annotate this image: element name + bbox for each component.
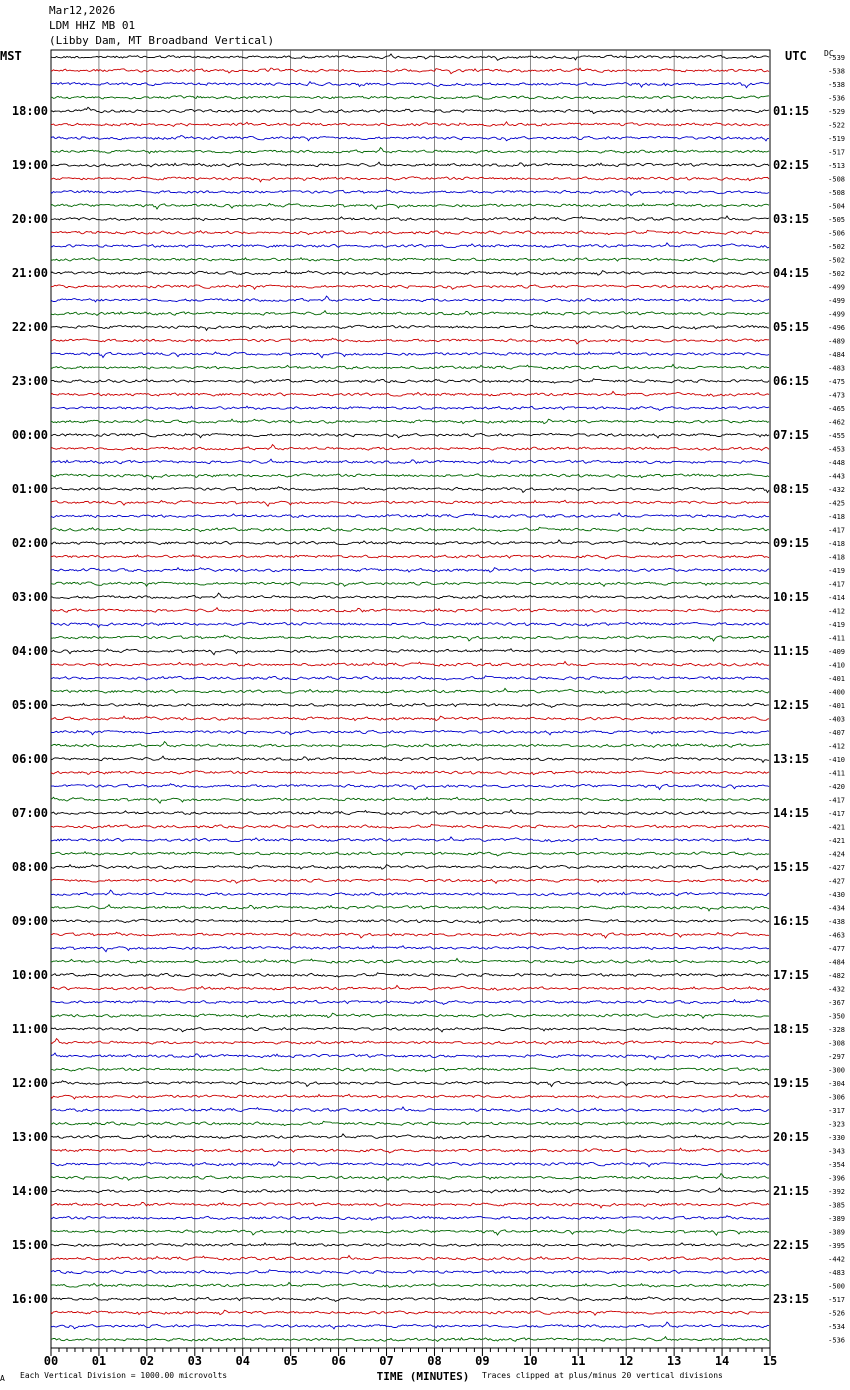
- trace-line: [51, 148, 769, 154]
- trace-offset-label: -417: [828, 580, 845, 589]
- x-tick-label: 09: [475, 1354, 490, 1368]
- right-hour-label: 22:15: [773, 1238, 810, 1252]
- trace-line: [51, 391, 769, 396]
- trace-offset-label: -462: [828, 418, 845, 427]
- right-hour-label: 11:15: [773, 644, 810, 658]
- trace-line: [51, 311, 769, 316]
- trace-offset-label: -417: [828, 796, 845, 805]
- trace-offset-label: -502: [828, 243, 845, 251]
- trace-offset-label: -442: [828, 1255, 845, 1264]
- trace-offset-label: -306: [828, 1093, 845, 1102]
- trace-offset-label: -343: [828, 1147, 845, 1156]
- right-hour-label: 15:15: [773, 860, 810, 874]
- trace-offset-label: -482: [828, 972, 845, 980]
- trace-line: [51, 1148, 769, 1153]
- trace-line: [51, 1202, 769, 1208]
- station-description: (Libby Dam, MT Broadband Vertical): [49, 34, 275, 47]
- trace-line: [51, 243, 769, 248]
- trace-offset-label: -396: [828, 1174, 845, 1183]
- trace-line: [51, 82, 769, 88]
- date-label: Mar12,2026: [49, 4, 116, 17]
- trace-line: [51, 136, 769, 141]
- trace-line: [51, 365, 769, 370]
- corner-mark: A: [0, 1374, 5, 1383]
- trace-line: [51, 203, 769, 209]
- right-hour-label: 20:15: [773, 1130, 810, 1144]
- trace-line: [51, 716, 769, 721]
- trace-offset-label: -308: [828, 1039, 845, 1048]
- right-hour-label: 03:15: [773, 212, 810, 226]
- trace-offset-label: -410: [828, 756, 845, 764]
- trace-offset-label: -506: [828, 229, 845, 238]
- clip-note: Traces clipped at plus/minus 20 vertical divisions: [482, 1371, 723, 1380]
- trace-offset-label: -418: [828, 553, 845, 562]
- trace-offset-label: -411: [828, 634, 845, 643]
- trace-line: [51, 1081, 769, 1087]
- left-hour-label: 23:00: [11, 374, 48, 388]
- trace-line: [51, 500, 769, 506]
- x-axis-title: TIME (MINUTES): [376, 1370, 470, 1383]
- trace-line: [51, 379, 769, 383]
- right-hour-label: 07:15: [773, 428, 810, 442]
- trace-offset-label: -400: [828, 688, 845, 697]
- right-timezone-label: UTC: [785, 49, 807, 63]
- trace-line: [51, 810, 769, 815]
- trace-offset-label: -483: [828, 364, 845, 373]
- trace-offset-label: -389: [828, 1215, 845, 1223]
- trace-offset-label: -465: [828, 405, 845, 413]
- right-hour-label: 05:15: [773, 320, 810, 334]
- trace-offset-label: -538: [828, 81, 845, 89]
- right-hour-label: 16:15: [773, 914, 810, 928]
- trace-line: [51, 487, 769, 493]
- left-hour-label: 07:00: [11, 806, 48, 820]
- trace-offset-label: -477: [828, 945, 845, 953]
- trace-line: [51, 162, 769, 167]
- trace-line: [51, 1039, 769, 1045]
- trace-line: [51, 635, 769, 641]
- left-hour-label: 14:00: [11, 1184, 48, 1198]
- right-hour-label: 18:15: [773, 1022, 810, 1036]
- trace-offset-label: -323: [828, 1120, 845, 1129]
- trace-offset-label: -427: [828, 864, 845, 872]
- left-hour-label: 13:00: [11, 1130, 48, 1144]
- left-timezone-label: MST: [0, 49, 22, 63]
- trace-offset-label: -484: [828, 351, 845, 359]
- trace-line: [51, 555, 769, 559]
- trace-line: [51, 662, 769, 667]
- trace-line: [51, 1270, 769, 1274]
- label-group: [12, 54, 845, 1368]
- trace-offset-label: -517: [828, 1296, 845, 1304]
- trace-offset-label: -430: [828, 891, 845, 899]
- trace-offset-label: -419: [828, 567, 845, 575]
- trace-line: [51, 879, 769, 883]
- left-hour-label: 01:00: [11, 482, 48, 496]
- trace-offset-label: -300: [828, 1066, 845, 1075]
- trace-offset-label: -421: [828, 837, 845, 845]
- left-hour-label: 18:00: [11, 104, 48, 118]
- trace-line: [51, 296, 769, 302]
- left-hour-label: 06:00: [11, 752, 48, 766]
- trace-offset-label: -432: [828, 486, 845, 494]
- trace-line: [51, 890, 769, 896]
- trace-offset-label: -484: [828, 958, 845, 967]
- trace-offset-label: -412: [828, 607, 845, 616]
- trace-line: [51, 1013, 769, 1018]
- left-hour-label: 12:00: [11, 1076, 48, 1090]
- trace-offset-label: -385: [828, 1201, 845, 1210]
- trace-line: [51, 919, 769, 923]
- trace-line: [51, 784, 769, 790]
- left-hour-label: 11:00: [11, 1022, 48, 1036]
- left-hour-label: 02:00: [11, 536, 48, 550]
- trace-line: [51, 649, 769, 655]
- trace-offset-label: -414: [828, 594, 845, 602]
- trace-offset-label: -499: [828, 310, 845, 319]
- trace-line: [51, 730, 769, 734]
- left-hour-label: 19:00: [11, 158, 48, 172]
- left-hour-label: 05:00: [11, 698, 48, 712]
- left-hour-label: 15:00: [11, 1238, 48, 1252]
- trace-offset-label: -453: [828, 445, 845, 454]
- trace-line: [51, 54, 769, 60]
- trace-line: [51, 338, 769, 344]
- trace-offset-label: -522: [828, 121, 845, 130]
- trace-line: [51, 445, 769, 451]
- trace-offset-label: -502: [828, 270, 845, 278]
- trace-line: [51, 352, 769, 358]
- x-tick-label: 00: [43, 1354, 59, 1368]
- trace-line: [51, 285, 769, 289]
- x-tick-label: 02: [139, 1354, 155, 1368]
- trace-line: [51, 703, 769, 707]
- right-hour-label: 04:15: [773, 266, 810, 280]
- trace-line: [51, 540, 769, 545]
- left-hour-label: 08:00: [11, 860, 48, 874]
- trace-line: [51, 824, 769, 828]
- trace-line: [51, 742, 769, 748]
- trace-offset-label: -473: [828, 391, 845, 400]
- trace-offset-label: -421: [828, 823, 845, 832]
- trace-offset-label: -401: [828, 675, 845, 683]
- left-hour-label: 09:00: [11, 914, 48, 928]
- trace-offset-label: -504: [828, 202, 845, 211]
- trace-line: [51, 271, 769, 276]
- trace-line: [51, 756, 769, 762]
- trace-offset-label: -328: [828, 1026, 845, 1034]
- trace-offset-label: -500: [828, 1282, 845, 1291]
- trace-offset-label: -330: [828, 1134, 845, 1142]
- right-hour-label: 09:15: [773, 536, 810, 550]
- x-tick-label: 14: [714, 1354, 730, 1368]
- trace-offset-label: -483: [828, 1269, 845, 1277]
- x-tick-label: 15: [762, 1354, 778, 1368]
- trace-offset-label: -411: [828, 769, 845, 778]
- right-hour-label: 08:15: [773, 482, 810, 496]
- right-hour-label: 10:15: [773, 590, 810, 604]
- trace-offset-label: -519: [828, 135, 845, 143]
- x-tick-label: 10: [523, 1354, 538, 1368]
- trace-line: [51, 1243, 769, 1247]
- trace-line: [51, 1068, 769, 1072]
- trace-offset-label: -434: [828, 904, 845, 913]
- trace-line: [51, 1230, 769, 1236]
- trace-line: [51, 216, 769, 221]
- left-hour-label: 22:00: [11, 320, 48, 334]
- station-label: LDM HHZ MB 01: [49, 19, 136, 32]
- trace-offset-label: -367: [828, 999, 845, 1007]
- trace-offset-label: -499: [828, 283, 845, 292]
- trace-line: [51, 622, 769, 627]
- trace-offset-label: -538: [828, 67, 845, 76]
- plot-frame: [51, 50, 770, 1348]
- trace-offset-label: -389: [828, 1228, 845, 1237]
- trace-offset-label: -409: [828, 648, 845, 656]
- trace-line: [51, 1134, 769, 1139]
- trace-offset-label: -401: [828, 702, 845, 710]
- left-hour-label: 21:00: [11, 266, 48, 280]
- trace-line: [51, 985, 769, 990]
- trace-line: [51, 1256, 769, 1261]
- trace-offset-label: -539: [828, 54, 845, 62]
- trace-line: [51, 459, 769, 464]
- trace-offset-label: -508: [828, 189, 845, 197]
- trace-offset-label: -403: [828, 715, 845, 724]
- trace-offset-label: -354: [828, 1161, 845, 1169]
- trace-line: [51, 688, 769, 693]
- right-hour-label: 17:15: [773, 968, 810, 982]
- trace-line: [51, 1282, 769, 1287]
- trace-line: [51, 1121, 769, 1125]
- trace-offset-label: -475: [828, 378, 845, 386]
- trace-offset-label: -463: [828, 931, 845, 940]
- trace-offset-label: -304: [828, 1080, 845, 1088]
- x-tick-label: 03: [187, 1354, 203, 1368]
- trace-line: [51, 593, 769, 599]
- trace-offset-label: -297: [828, 1053, 845, 1061]
- trace-offset-label: -502: [828, 256, 845, 265]
- right-hour-label: 23:15: [773, 1292, 810, 1306]
- dc-offset-header: DC: [824, 49, 834, 58]
- x-tick-label: 07: [379, 1354, 394, 1368]
- trace-line: [51, 406, 769, 410]
- right-hour-label: 21:15: [773, 1184, 810, 1198]
- trace-line: [51, 513, 769, 518]
- trace-offset-label: -317: [828, 1107, 845, 1115]
- trace-line: [51, 1000, 769, 1005]
- trace-offset-label: -417: [828, 526, 845, 535]
- trace-line: [51, 107, 769, 113]
- trace-offset-label: -424: [828, 850, 845, 859]
- left-hour-label: 03:00: [11, 590, 48, 604]
- trace-line: [51, 474, 769, 479]
- trace-line: [51, 568, 769, 573]
- trace-line: [51, 527, 769, 531]
- left-hour-label: 00:00: [11, 428, 48, 442]
- trace-offset-label: -350: [828, 1012, 845, 1021]
- trace-line: [51, 1162, 769, 1167]
- x-tick-label: 11: [571, 1354, 586, 1368]
- trace-line: [51, 190, 769, 196]
- trace-line: [51, 1027, 769, 1031]
- trace-line: [51, 96, 769, 100]
- trace-offset-label: -407: [828, 729, 845, 737]
- trace-offset-label: -432: [828, 985, 845, 994]
- left-hour-label: 16:00: [11, 1292, 48, 1306]
- left-hour-label: 20:00: [11, 212, 48, 226]
- trace-group: [51, 54, 769, 1341]
- trace-line: [51, 230, 769, 234]
- left-hour-label: 04:00: [11, 644, 48, 658]
- trace-line: [51, 797, 769, 803]
- x-tick-label: 05: [283, 1354, 298, 1368]
- x-tick-label: 06: [331, 1354, 346, 1368]
- trace-line: [51, 68, 769, 74]
- trace-line: [51, 122, 769, 127]
- trace-line: [51, 608, 769, 613]
- trace-line: [51, 1188, 769, 1193]
- trace-offset-label: -418: [828, 540, 845, 548]
- trace-line: [51, 932, 769, 938]
- trace-line: [51, 1216, 769, 1220]
- trace-offset-label: -395: [828, 1242, 845, 1250]
- trace-line: [51, 771, 769, 775]
- trace-offset-label: -536: [828, 1336, 845, 1345]
- trace-offset-label: -419: [828, 621, 845, 629]
- trace-offset-label: -455: [828, 432, 845, 440]
- trace-offset-label: -412: [828, 742, 845, 751]
- trace-line: [51, 582, 769, 586]
- trace-line: [51, 1094, 769, 1099]
- trace-offset-label: -417: [828, 810, 845, 818]
- trace-line: [51, 676, 769, 680]
- right-hour-label: 14:15: [773, 806, 810, 820]
- trace-offset-label: -499: [828, 297, 845, 305]
- trace-offset-label: -496: [828, 324, 845, 332]
- right-hour-label: 02:15: [773, 158, 810, 172]
- trace-offset-label: -534: [828, 1323, 845, 1331]
- trace-line: [51, 1297, 769, 1302]
- right-hour-label: 06:15: [773, 374, 810, 388]
- trace-line: [51, 865, 769, 870]
- trace-offset-label: -513: [828, 162, 845, 170]
- trace-offset-label: -529: [828, 108, 845, 116]
- trace-offset-label: -505: [828, 216, 845, 224]
- left-hour-label: 10:00: [11, 968, 48, 982]
- right-hour-label: 12:15: [773, 698, 810, 712]
- trace-offset-label: -438: [828, 918, 845, 926]
- trace-offset-label: -536: [828, 94, 845, 103]
- trace-line: [51, 852, 769, 856]
- trace-line: [51, 1174, 769, 1181]
- trace-offset-label: -392: [828, 1188, 845, 1196]
- trace-offset-label: -420: [828, 783, 845, 791]
- trace-offset-label: -448: [828, 459, 845, 467]
- trace-line: [51, 959, 769, 964]
- trace-offset-label: -443: [828, 472, 845, 481]
- trace-offset-label: -427: [828, 877, 845, 886]
- trace-line: [51, 1053, 769, 1059]
- right-hour-label: 19:15: [773, 1076, 810, 1090]
- right-hour-label: 13:15: [773, 752, 810, 766]
- trace-line: [51, 837, 769, 842]
- trace-offset-label: -410: [828, 661, 845, 670]
- trace-line: [51, 1322, 769, 1329]
- trace-offset-label: -508: [828, 175, 845, 184]
- trace-offset-label: -489: [828, 337, 845, 346]
- trace-line: [51, 177, 769, 182]
- trace-line: [51, 433, 769, 437]
- trace-line: [51, 1310, 769, 1315]
- x-tick-label: 01: [91, 1354, 107, 1368]
- trace-offset-label: -517: [828, 148, 845, 157]
- scale-note: Each Vertical Division = 1000.00 microvolts: [20, 1371, 228, 1380]
- trace-offset-label: -425: [828, 499, 845, 508]
- x-tick-label: 08: [427, 1354, 442, 1368]
- trace-line: [51, 419, 769, 424]
- x-tick-label: 13: [666, 1354, 682, 1368]
- trace-offset-label: -418: [828, 513, 845, 521]
- trace-line: [51, 258, 769, 262]
- x-tick-label: 12: [618, 1354, 634, 1368]
- right-hour-label: 01:15: [773, 104, 810, 118]
- trace-line: [51, 905, 769, 911]
- trace-line: [51, 1337, 769, 1342]
- trace-line: [51, 973, 769, 977]
- trace-line: [51, 325, 769, 330]
- x-tick-label: 04: [235, 1354, 250, 1368]
- trace-offset-label: -526: [828, 1309, 845, 1318]
- trace-line: [51, 1107, 769, 1112]
- trace-line: [51, 946, 769, 952]
